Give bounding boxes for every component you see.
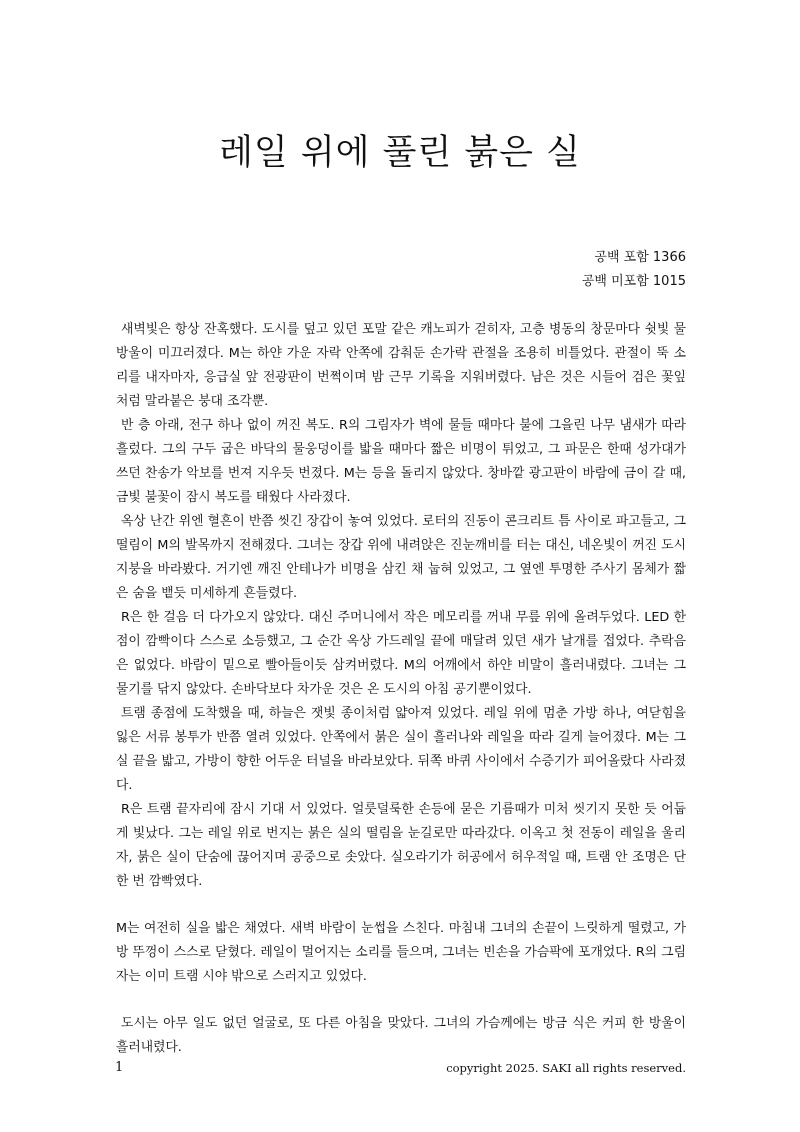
- copyright-notice: copyright 2025. SAKI all rights reserved.: [446, 1061, 686, 1075]
- paragraph-2: 반 층 아래, 전구 하나 없이 꺼진 복도. R의 그림자가 벽에 물들 때마다 불에 그을린 나무 냄새가 따라 흘렀다. 그의 구두 굽은 바닥의 물웅덩이를 밟을 때마다 짧은 비명이 튀었고, 그 파문은 한때 성가대가 쓰던 찬송가 악보를 번져 지우듯 번졌다. M는 등을 돌리지 않았다. 창바깥 광고판이 바람에 금이 갈 때, 금빛 불꽃이 잠시 복도를 태웠다 사라졌다.: [116, 418, 686, 505]
- paragraph-3: 옥상 난간 위엔 혈흔이 반쯤 씻긴 장갑이 놓여 있었다. 로터의 진동이 콘크리트 틈 사이로 파고들고, 그 떨림이 M의 발목까지 전해졌다. 그녀는 장갑 위에 내려앉은 진눈깨비를 터는 대신, 네온빛이 꺼진 도시 지붕을 바라봤다. 거기엔 깨진 안테나가 비명을 삼킨 채 눕혀 있었고, 그 옆엔 투명한 주사기 몸체가 짧은 숨을 뱉듯 미세하게 흔들렸다.: [116, 514, 686, 601]
- story-body: [116, 318, 686, 1060]
- paragraph-4: R은 한 걸음 더 다가오지 않았다. 대신 주머니에서 작은 메모리를 꺼내 무릎 위에 올려두었다. LED 한 점이 깜빡이다 스스로 소등했고, 그 순간 옥상 가드레일 끝에 매달려 있던 새가 날개를 접었다. 추락음은 없었다. 바람이 밑으로 빨아들이듯 삼켜버렸다. M의 어깨에서 하얀 비말이 흘러내렸다. 그녀는 그 물기를 닦지 않았다. 손바닥보다 차가운 것은 온 도시의 아침 공기뿐이었다.: [116, 610, 686, 697]
- character-count: [582, 246, 686, 294]
- paragraph-6: R은 트램 끝자리에 잠시 기대 서 있었다. 얼룻덜룩한 손등에 묻은 기름때가 미처 씻기지 못한 듯 어둡게 빛났다. 그는 레일 위로 번지는 붉은 실의 떨림을 눈길로만 따라갔다. 이옥고 첫 전동이 레일을 울리자, 붉은 실이 단숨에 끊어지며 공중으로 솟았다. 실오라기가 허공에서 허우적일 때, 트램 안 조명은 단 한 번 깜빡였다.: [116, 802, 686, 889]
- page-title: 레일 위에 풀린 붉은 실: [219, 133, 581, 173]
- paragraph-7: M는 여전히 실을 밟은 채였다. 새벽 바람이 눈썹을 스친다. 마침내 그녀의 손끝이 느릿하게 떨렸고, 가방 뚜껑이 스스로 닫혔다. 레일이 멀어지는 소리를 들으며, 그녀는 빈손을 가슴팍에 포개었다. R의 그림자는 이미 트램 시야 밖으로 스러지고 있었다.: [116, 921, 686, 984]
- char-count-without-spaces: 공백 미포함 1015: [581, 274, 686, 289]
- char-count-with-spaces: 공백 포함 1366: [594, 250, 686, 265]
- paragraph-8: 도시는 아무 일도 없던 얼굴로, 또 다른 아침을 맞았다. 그녀의 가슴께에는 방금 식은 커피 한 방울이 흘러내렸다.: [116, 1016, 686, 1055]
- paragraph-1: 새벽빛은 항상 잔혹했다. 도시를 덮고 있던 포말 같은 캐노피가 걷히자, 고층 병동의 창문마다 쉿빛 물방울이 미끄러졌다. M는 하얀 가운 자락 안쪽에 감춰둔 손가락 관절을 조용히 비틀었다. 관절이 뚝 소리를 내자마자, 응급실 앞 전광판이 번쩍이며 밤 근무 기록을 지워버렸다. 남은 것은 시들어 검은 꽃잎처럼 말라붙은 붕대 조각뿐.: [116, 322, 686, 409]
- page-number: 1: [115, 1060, 124, 1075]
- paragraph-5: 트램 종점에 도착했을 때, 하늘은 잿빛 종이처럼 얇아져 있었다. 레일 위에 멈춘 가방 하나, 여닫힘을 잃은 서류 봉투가 반쯤 열려 있었다. 안쪽에서 붉은 실이 흘러나와 레일을 따라 길게 늘어졌다. M는 그 실 끝을 밟고, 가방이 향한 어두운 터널을 바라보았다. 뒤쪽 바퀴 사이에서 수증기가 피어올랐다 사라졌다.: [116, 706, 686, 793]
